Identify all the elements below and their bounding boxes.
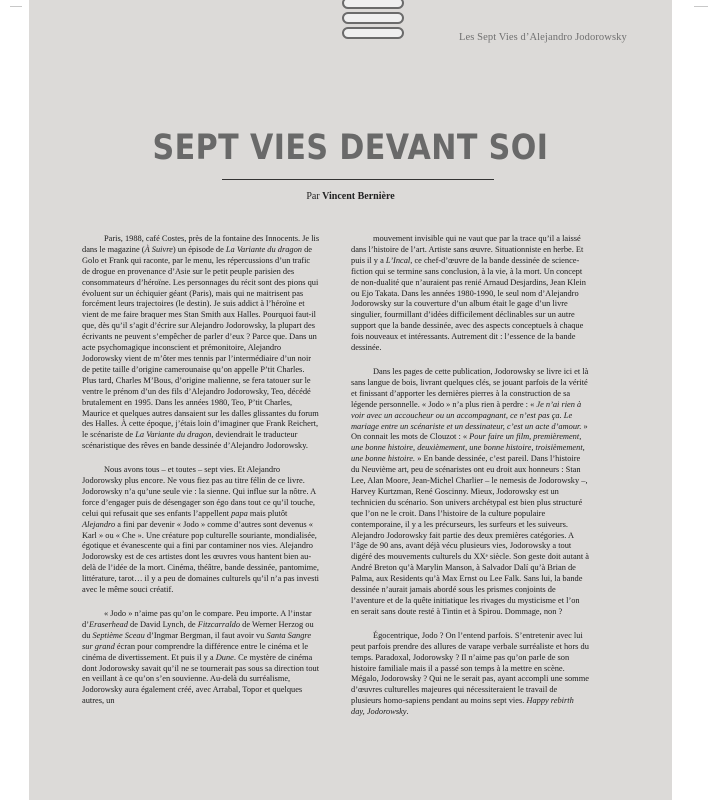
- text-run: » En bande dessinée, c’est pareil. Dans l’histoire du Neuvième art, peu de scénaristes ont eu droit aux honneurs : Stan Lee, Alan Moore, Jean-Michel Charlier – le nemesis de Jodorowsky –, Harvey Kurtzman, René Goscinny. Mieux, Jodorowsky est un technicien du scénario. Son univers archétypal est bien plus structuré que l’on ne le croit. Dans l’histoire de la culture populaire contemporaine, il y a les précurseurs, les surfeurs et les suiveurs. Alejandro Jodorowsky fait partie des deux premières catégories. A l’âge de 90 ans, avant déjà vécu plusieurs vies, Jodorowsky a tout digéré des mouvements culturels du XXᵉ siècle. Son geste doit autant à André Breton qu’à Marylin Manson, à Salvador Dalí qu’à Brian de Palma, aux Residents qu’à Max Ernst ou Lee Falk. Sans lui, la bande dessinée n’aurait jamais abordé sous les prismes conjoints de l’aventure et de la quête initiatique les rivages du mysticisme et l’on en serait sans doute resté à Tintin et à Spirou. Dommage, non ?: [351, 454, 589, 616]
- left-column: [82, 234, 320, 720]
- italic-text: Alejandro: [82, 519, 116, 529]
- text-run: . Ce mystère de cinéma dont Jodorowsky savait qu’il ne se tournerait pas sous sa direction tout en veillant à ce qu’on s’en souvienne. Au-delà du surréalisme, Jodorowsky aura également créé, avec Arrabal, Topor et quelques autres, un: [82, 652, 320, 706]
- text-run: mais plutôt: [247, 508, 288, 518]
- byline-author: Vincent Bernière: [322, 191, 395, 202]
- binder-ring: [342, 27, 404, 39]
- title-divider: [222, 179, 494, 180]
- binder-ring: [342, 12, 404, 24]
- crop-mark-right: [694, 6, 708, 7]
- binder-ring: [342, 0, 404, 9]
- text-run: , deviendrait le traducteur scénaristique des rêves en bande dessinée d’Alejandro Jodorowsky.: [82, 430, 308, 451]
- text-run: de David Lynch, de: [127, 619, 198, 629]
- italic-text: Santa Sangre sur grand: [82, 630, 312, 651]
- byline-prefix: Par: [306, 191, 320, 202]
- right-column: [351, 234, 589, 731]
- italic-text: Septième Sceau: [92, 630, 145, 640]
- text-run: « Jodo » n’aime pas qu’on le compare. Peu importe. A l’instar d’: [82, 609, 312, 629]
- binder-rings-icon: [342, 0, 404, 38]
- text-run: écran pour comprendre la différence entre le cinéma et le cinéma de divertissement. Et puis il y a: [82, 641, 309, 662]
- text-run: a fini par devenir « Jodo » comme d’autres sont devenus « Karl » ou « Che ». Une créature pop culturelle souriante, mondialisée, égotique et évanescente qui a fini par contaminer nos vies. Alejandro Jodorowsky est de ces artistes dont les œuvres vous hantent bien au-delà de l’idée de la mort. Cinéma, théâtre, bande dessinée, pantomime, littérature, tarot… il y a peu de domaines culturels qu’il n’a pas investi avec le même souci créatif.: [82, 519, 319, 595]
- text-run: Égocentrique, Jodo ? On l’entend parfois. S’entretenir avec lui peut parfois prendre des allures de varape verbale surréaliste et hors du temps. Paradoxal, Jodorowsky ? Il n’aime pas qu’on parle de son histoire familiale mais il a passé son temps à la mettre en scène. Mégalo, Jodorowsky ? Qui ne le serait pas, ayant accompli une somme d’œuvres culturelles majeures qui nécessiteraient le travail de plusieurs homo-sapiens pendant au moins sept vies.: [351, 630, 589, 706]
- text-run: d’Ingmar Bergman, il faut avoir vu: [144, 630, 267, 640]
- paragraph: [351, 631, 589, 718]
- italic-text: Eraserhead: [88, 619, 128, 629]
- italic-text: La Variante du dragon: [135, 430, 212, 440]
- italic-text: Je n’ai rien à voir avec un accoucheur ou un accompagnant, ce n’est pas ça. Le mariage entre un scénariste et un dessinateur, c’est un acte d’amour.: [351, 399, 582, 431]
- text-run: Nous avons tous – et toutes – sept vies. Et Alejandro Jodorowsky plus encore. Ne vous fiez pas au titre félin de ce livre. Jodorowsky n’a qu’une seule vie : la sienne. Qui influe sur la nôtre. A force d’engager puis de désengager son égo dans tout ce qu’il touche, celui qui refusait que ses enfants l’appellent: [82, 465, 316, 518]
- text-run: , ce chef-d’œuvre de la bande dessinée de science-fiction qui se termine sans conclusion, à la vie, à la mort. Un concept de non-dualité que n’auraient pas renié Arnaud Desjardins, Jean Klein ou Ejo Takata. Dans les années 1980-1990, le seul nom d’Alejandro Jodorowsky sur la couverture d’un album était le gage d’un livre singulier, fourmillant d’idées difficilement déclinables sur un autre support que la bande dessinée, avec des aspects conceptuels à chaque fois nouveaux et intéressants. Autrement dit : l’essence de la bande dessinée.: [351, 255, 586, 353]
- magazine-page: [29, 0, 672, 800]
- byline: [29, 191, 672, 202]
- text-run: Paris, 1988, café Costes, près de la fontaine des Innocents. Je lis dans le magazine (: [82, 234, 320, 254]
- text-run: mouvement invisible qui ne vaut que par la trace qu’il a laissé dans l’histoire de l’art. Artiste sans œuvre. Situationniste en herbe. Et puis il y a: [351, 234, 584, 265]
- italic-text: papa: [231, 508, 248, 518]
- italic-text: Pour faire un film, premièrement, une bonne histoire, deuxièmement, une bonne histoire, troisièmement, une bonne histoire.: [351, 432, 585, 464]
- paragraph: [351, 234, 589, 354]
- italic-text: À Suivre: [144, 244, 173, 254]
- italic-text: Fitzcarraldo: [197, 619, 241, 629]
- paragraph: [82, 234, 320, 452]
- italic-text: Dune: [215, 652, 234, 662]
- italic-text: Happy rebirth day, Jodorowsky: [351, 696, 574, 717]
- italic-text: L’Incal: [385, 255, 411, 265]
- italic-text: La Variante du dragon: [225, 244, 302, 254]
- crop-mark-left: [10, 6, 22, 7]
- paragraph: [351, 367, 589, 618]
- text-run: ) un épisode de: [172, 244, 226, 254]
- article-title: SEPT VIES DEVANT SOI: [152, 128, 549, 168]
- paragraph: [82, 465, 320, 596]
- text-run: .: [406, 707, 409, 717]
- paragraph: [82, 609, 320, 707]
- text-run: » On connait les mots de Clouzot : «: [351, 421, 588, 442]
- running-header: Les Sept Vies d’Alejandro Jodorowsky: [459, 32, 627, 43]
- text-run: de Golo et Frank qui raconte, par le menu, les répercussions d’un trafic de drogue en provenance d’Asie sur le petit peuple parisien des consommateurs d’héroïne. Les personnages du récit sont des pions qui évoluent sur un échiquier géant (Paris), mais qui ne maitrisent pas forcément leurs trajectoires (le destin). Je suis addict à l’héroïne et vient de me faire braquer mes Stan Smith aux Halles. Pourquoi faut-il que, dès qu’il s’agit d’écrire sur Alejandro Jodorowsky, la plupart des écrivants ne peuvent s’empêcher de parler d’eux ? Parce que. Dans un acte psychomagique inconscient et prémonitoire, Alejandro Jodorowsky vient de m’ôter mes tennis par l’intermédiaire d’un noir de petite taille d’origine camerounaise qu’on appelle P’tit Charles. Plus tard, Charles M’Bous, d’origine malienne, se fera tatouer sur le ventre le prénom d’un des fils d’Alejandro Jodorowsky, Teo, décédé brutalement en 1995. Dans les années 1980, Teo, P’tit Charles, Maurice et quelques autres dansaient sur les dalles glissantes du forum des Halles. À cette époque, j’étais loin d’imaginer que Frank Reichert, le scénariste de: [82, 244, 319, 440]
- text-run: Dans les pages de cette publication, Jodorowsky se livre ici et là sans langue de bois, livrant quelques clés, se jouant parfois de la vérité et finissant d’apporter les dernières pierres à la construction de sa légende personnelle. « Jodo » n’a plus rien à perdre : «: [351, 366, 589, 409]
- text-run: de Werner Herzog ou du: [82, 619, 314, 640]
